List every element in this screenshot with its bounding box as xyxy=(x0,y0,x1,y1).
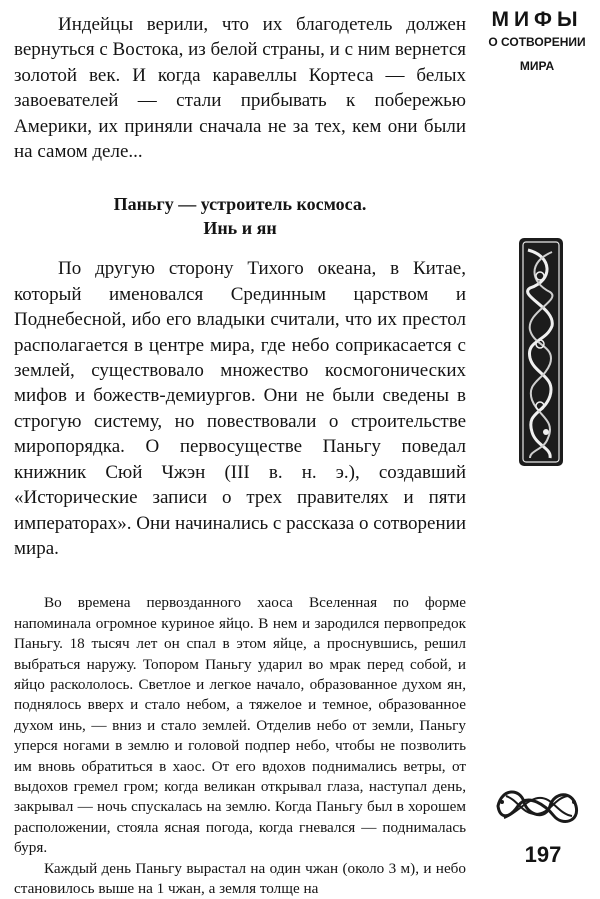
page-number: 197 xyxy=(524,842,562,867)
section-paragraph: По другую сторону Тихого океана, в Китае, который именовался Срединным царством и Поднебесной, ибо его владыки считали, что их престол располагается в центре мира, где небо соприкасается с землей, существовало множество космогонических мифов и божеств-демиургов. Они не были сведены в строгую систему, но повествовали о строительстве миропорядка. О первосуществе Паньгу поведал книжник Сюй Чжэн (III в. н. э.), создавший «Исторические записи о трех правителях и пяти императорах». Они начинались с рассказа о сотворении мира. xyxy=(14,258,466,559)
main-column xyxy=(14,12,466,899)
myth-text xyxy=(14,593,466,899)
running-header-line-1: МИФЫ xyxy=(491,8,583,31)
running-header xyxy=(482,8,592,73)
heading-line-2: Инь и ян xyxy=(203,218,277,239)
myth-paragraph-2: Каждый день Паньгу вырастал на один чжан (около 3 м), и небо становилось выше на 1 чжан, а земля толще на xyxy=(14,859,466,897)
dragon-ornament-icon xyxy=(516,236,566,468)
running-header-line-2: О СОТВОРЕНИИ xyxy=(488,35,586,49)
section-heading xyxy=(14,192,466,240)
knot-ornament-icon xyxy=(492,784,582,828)
running-header-line-3: МИРА xyxy=(519,59,555,73)
intro-paragraph: Индейцы верили, что их благодетель должен вернуться с Востока, из белой страны, и с ним вернется золотой век. И когда каравеллы Кортеса — белых завоевателей — стали прибывать к побережью Америки, их приняли сначала не за тех, кем они были на самом деле... xyxy=(14,14,466,163)
body-text xyxy=(14,12,466,164)
section-body xyxy=(14,256,466,561)
heading-line-1: Паньгу — устроитель космоса. xyxy=(113,194,367,215)
myth-paragraph-1: Во времена первозданного хаоса Вселенная по форме напоминала огромное куриное яйцо. В нем и зародился первопредок Паньгу. 18 тысяч лет он спал в этом яйце, а проснувшись, решил выбраться наружу. Топором Паньгу ударил во мрак перед собой, и яйцо раскололось. Светлое и легкое начало, образованное духом ян, поднялось вверх и стало небом, а тяжелое и темное, образованное духом инь, — вниз и стало землей. Отделив небо от земли, Паньгу уперся ногами в землю и головой подпер небо, чтобы не позволить им вновь обратиться в хаос. От его вдохов поднимались ветры, от выдохов гремел гром; когда великан открывал глаза, наступал день, закрывал — ночь спускалась на землю. Когда Паньгу был в хорошем расположении, стояла ясная погода, когда гневался — поднималась буря. xyxy=(14,594,466,857)
